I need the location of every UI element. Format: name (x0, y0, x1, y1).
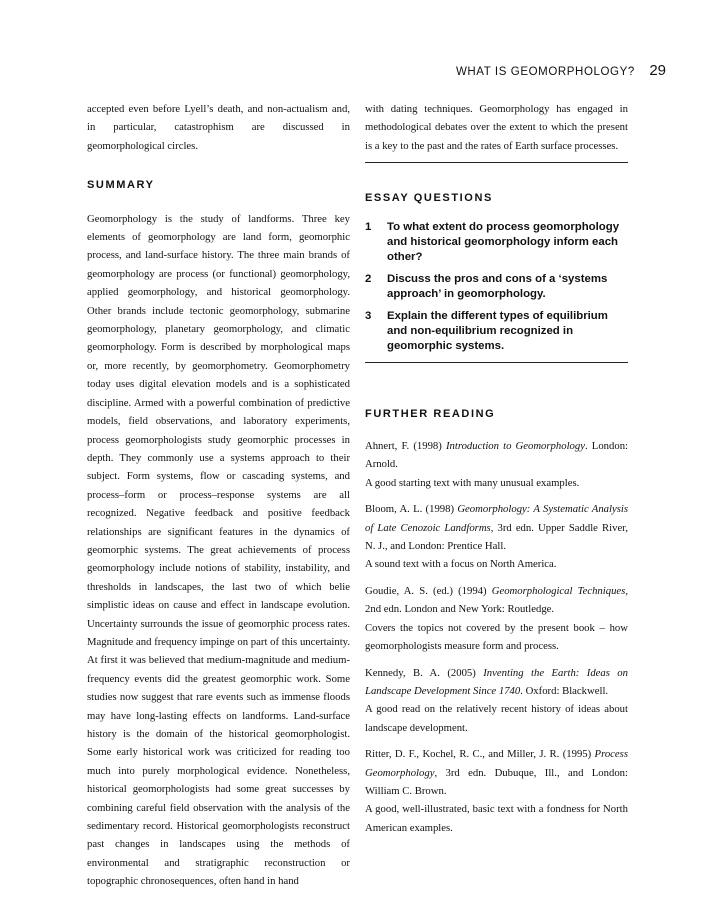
intro-paragraph: accepted even before Lyell’s death, and non-actualism and, in particular, catastrophism are discussed in geomorphological circles. (87, 103, 350, 152)
question-text: To what extent do process geomorphology and historical geomorphology inform each other? (387, 220, 620, 263)
question-text: Discuss the pros and cons of a ‘systems approach’ in geomorphology. (387, 272, 608, 300)
reference-citation (365, 500, 628, 555)
reference-publication: , 3rd edn. Upper Saddle River, N. J., and London: Prentice Hall. (365, 521, 628, 553)
reference-entry (365, 582, 628, 656)
left-column (87, 100, 350, 891)
reference-note: A good, well-illustrated, basic text with a fondness for North American examples. (365, 803, 628, 834)
reference-authors: Kennedy, B. A. (2005) (365, 666, 484, 679)
essay-question (365, 220, 628, 265)
summary-heading: SUMMARY (87, 179, 155, 192)
essay-question (365, 272, 628, 302)
essay-question (365, 309, 628, 354)
right-column (365, 100, 628, 845)
reference-authors: Bloom, A. L. (1998) (365, 503, 458, 516)
reference-title: Process Geomorphology (365, 748, 628, 779)
reference-entry (365, 745, 628, 837)
reference-citation (365, 745, 628, 800)
reference-title: Introduction to Geomorphology (445, 440, 585, 453)
reference-publication: . Oxford: Blackwell. (520, 684, 609, 697)
reference-publication: . London: Arnold. (365, 440, 629, 471)
question-text: Explain the different types of equilibrium and non-equilibrium recognized in geomorphic systems. (387, 309, 608, 352)
question-number: 3 (365, 309, 372, 322)
reference-note: A good starting text with many unusual examples. (365, 476, 580, 489)
reference-title: Geomorphology: A Systematic Analysis of Late Cenozoic Landforms (365, 503, 629, 534)
reference-publication: , 3rd edn. Dubuque, Ill., and London: William C. Brown. (365, 766, 628, 797)
further-reading-heading: FURTHER READING (365, 407, 496, 420)
section-rule (365, 362, 628, 363)
running-head-title: WHAT IS GEOMORPHOLOGY? (455, 66, 635, 78)
reference-note: Covers the topics not covered by the present book – how geomorphologists measure form and process. (365, 621, 628, 653)
reference-publication: , 2nd edn. London and New York: Routledge. (365, 584, 629, 616)
reference-title: Inventing the Earth: Ideas on Landscape Development Since 1740 (365, 666, 628, 697)
reference-citation (365, 582, 628, 619)
essay-questions-list (365, 220, 628, 354)
reference-note: A good read on the relatively recent history of ideas about landscape development. (365, 703, 628, 734)
page-number: 29 (649, 62, 666, 79)
reference-citation (365, 437, 628, 474)
question-number: 1 (365, 220, 372, 233)
reference-title: Geomorphological Techniques (491, 584, 626, 597)
reference-entry (365, 437, 628, 492)
reference-citation (365, 664, 628, 701)
summary-paragraph: Geomorphology is the study of landforms. Three key elements of geomorphology are land form, geomorphic process, and land-surface history. The three main brands of geomorphology are process (or functional) geomorphology, applied geomorphology, and historical geomorphology. Other brands include tectonic geomorphology, submarine geomorphology, planetary geomorphology, and climatic geomorphology. Form is described by morphological maps or, more recently, by geomorphometry. Geomorphometry today uses digital elevation models and is a sophisticated discipline. Armed with a powerful combination of predictive models, field observations, and laboratory experiments, process geomorphologists study geomorphic processes in depth. They commonly use a systems approach to their subject. Form systems, flow or cascading systems, and process–form or process–response systems are all recognized. Negative feedback and positive feedback relationships are significant features in the dynamics of geomorphic systems. The great achievements of process geomorphology include notions of stability, instability, and thresholds in landscapes, the last two of which belie simplistic ideas on cause and effect in landscape evolution. Uncertainty surrounds the issue of geomorphic process rates. Magnitude and frequency impinge on part of this uncertainty. At first it was believed that medium-magnitude and medium-frequency events did the greatest geomorphic work. Some studies now suggest that rare events such as immense floods may have long-lasting effects on landforms. Land-surface history is the domain of the historical geomorphologist. Some early historical work was criticized for reading too much into purely morphological evidence. Nonetheless, historical geomorphologists had some great successes by combining careful field observation with the analysis of the sedimentary record. Historical geomorphologists reconstruct past changes in landscapes using the methods of environmental and stratigraphic reconstruction or topographic chronosequences, often hand in hand (87, 212, 350, 888)
reference-entry (365, 500, 628, 574)
continuation-paragraph: with dating techniques. Geomorphology has engaged in methodological debates over the extent to which the present is a key to the past and the rates of Earth surface processes. (365, 103, 628, 152)
reference-authors: Ahnert, F. (1998) (365, 440, 446, 453)
essay-questions-heading: ESSAY QUESTIONS (365, 192, 493, 205)
reference-entry (365, 664, 628, 738)
question-number: 2 (365, 272, 372, 285)
reference-note: A sound text with a focus on North America. (365, 558, 557, 571)
running-head (456, 62, 666, 80)
section-rule (365, 162, 628, 163)
reference-authors: Goudie, A. S. (ed.) (1994) (365, 584, 492, 597)
reference-authors: Ritter, D. F., Kochel, R. C., and Miller, J. R. (1995) (365, 748, 595, 761)
